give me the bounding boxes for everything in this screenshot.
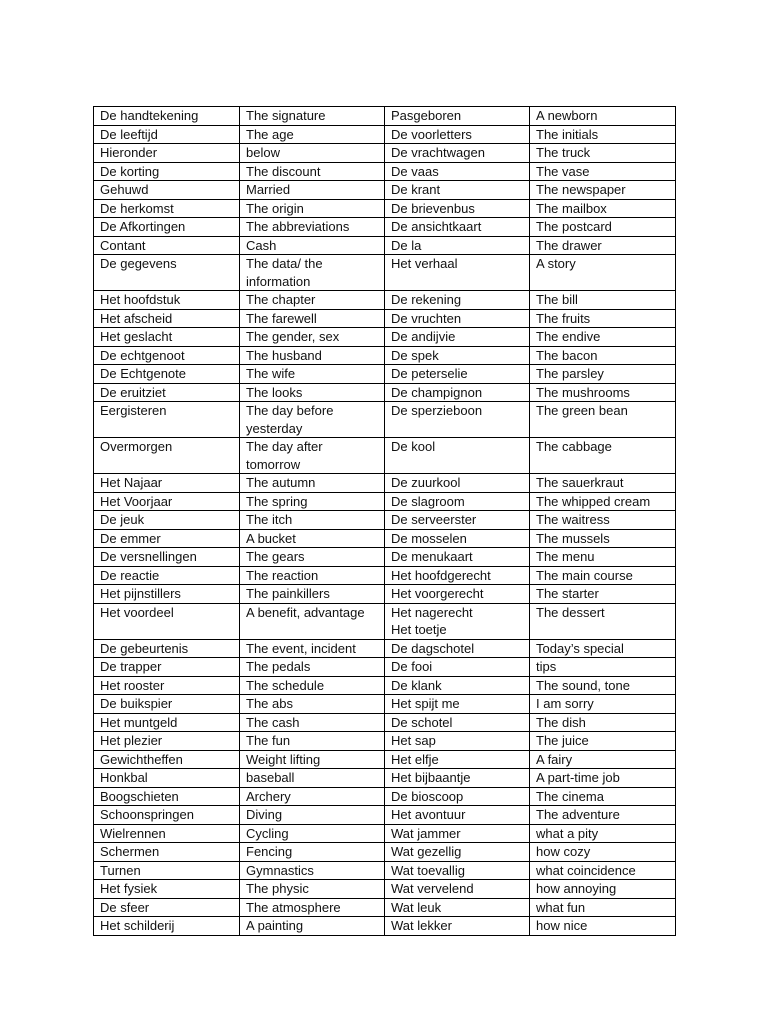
table-cell-english-term-1: The spring xyxy=(240,492,385,511)
table-cell-english-term-2: The newspaper xyxy=(530,181,676,200)
table-cell-dutch-term-1: De emmer xyxy=(94,529,240,548)
table-cell-english-term-1: The farewell xyxy=(240,309,385,328)
table-cell-dutch-term-2: De andijvie xyxy=(385,328,530,347)
table-cell-english-term-1: The fun xyxy=(240,732,385,751)
table-cell-dutch-term-2: De spek xyxy=(385,346,530,365)
table-cell-dutch-term-1: Het pijnstillers xyxy=(94,585,240,604)
table-cell-english-term-1: The data/ the information xyxy=(240,255,385,291)
table-cell-english-term-1: The autumn xyxy=(240,474,385,493)
table-cell-dutch-term-1: Het schilderij xyxy=(94,917,240,936)
table-cell-english-term-2: what coincidence xyxy=(530,861,676,880)
table-cell-english-term-1: The schedule xyxy=(240,676,385,695)
table-row xyxy=(94,383,676,402)
table-row xyxy=(94,181,676,200)
table-cell-dutch-term-1: Wielrennen xyxy=(94,824,240,843)
table-cell-english-term-2: The vase xyxy=(530,162,676,181)
table-row xyxy=(94,529,676,548)
table-cell-dutch-term-1: Het fysiek xyxy=(94,880,240,899)
table-cell-dutch-term-1: De leeftijd xyxy=(94,125,240,144)
table-row xyxy=(94,566,676,585)
table-cell-dutch-term-2: Wat toevallig xyxy=(385,861,530,880)
table-cell-english-term-1: A benefit, advantage xyxy=(240,603,385,639)
table-row xyxy=(94,125,676,144)
table-row xyxy=(94,236,676,255)
table-cell-english-term-1: The gender, sex xyxy=(240,328,385,347)
table-row xyxy=(94,695,676,714)
table-row xyxy=(94,603,676,639)
table-row xyxy=(94,861,676,880)
table-cell-dutch-term-2: Wat leuk xyxy=(385,898,530,917)
table-cell-dutch-term-2: De ansichtkaart xyxy=(385,218,530,237)
table-row xyxy=(94,218,676,237)
table-row xyxy=(94,732,676,751)
table-cell-dutch-term-2: Het elfje xyxy=(385,750,530,769)
table-cell-english-term-2: The adventure xyxy=(530,806,676,825)
table-cell-dutch-term-1: De gegevens xyxy=(94,255,240,291)
table-row xyxy=(94,769,676,788)
table-cell-dutch-term-1: Het afscheid xyxy=(94,309,240,328)
table-cell-english-term-1: A painting xyxy=(240,917,385,936)
table-cell-dutch-term-2: De dagschotel xyxy=(385,639,530,658)
table-cell-english-term-1: The looks xyxy=(240,383,385,402)
table-row xyxy=(94,658,676,677)
table-row xyxy=(94,402,676,438)
table-row xyxy=(94,144,676,163)
table-cell-dutch-term-1: De Afkortingen xyxy=(94,218,240,237)
table-cell-dutch-term-1: De trapper xyxy=(94,658,240,677)
table-cell-dutch-term-2: Wat gezellig xyxy=(385,843,530,862)
table-cell-dutch-term-1: Het rooster xyxy=(94,676,240,695)
table-cell-dutch-term-1: De handtekening xyxy=(94,107,240,126)
table-cell-dutch-term-1: Gehuwd xyxy=(94,181,240,200)
table-cell-dutch-term-1: De sfeer xyxy=(94,898,240,917)
table-cell-dutch-term-1: De korting xyxy=(94,162,240,181)
table-cell-dutch-term-1: Hieronder xyxy=(94,144,240,163)
table-cell-dutch-term-1: De echtgenoot xyxy=(94,346,240,365)
table-cell-dutch-term-2: Wat lekker xyxy=(385,917,530,936)
table-cell-dutch-term-2: De schotel xyxy=(385,713,530,732)
table-cell-english-term-2: The sauerkraut xyxy=(530,474,676,493)
table-cell-english-term-2: The juice xyxy=(530,732,676,751)
table-cell-dutch-term-1: Eergisteren xyxy=(94,402,240,438)
table-cell-english-term-2: The starter xyxy=(530,585,676,604)
table-row xyxy=(94,346,676,365)
table-cell-english-term-1: Cycling xyxy=(240,824,385,843)
table-cell-english-term-1: The event, incident xyxy=(240,639,385,658)
table-cell-english-term-2: The postcard xyxy=(530,218,676,237)
table-cell-english-term-1: The reaction xyxy=(240,566,385,585)
table-cell-english-term-1: The discount xyxy=(240,162,385,181)
table-row xyxy=(94,880,676,899)
table-cell-english-term-2: The menu xyxy=(530,548,676,567)
table-cell-dutch-term-1: De eruitziet xyxy=(94,383,240,402)
table-cell-dutch-term-1: Honkbal xyxy=(94,769,240,788)
table-row xyxy=(94,843,676,862)
table-cell-dutch-term-2: De mosselen xyxy=(385,529,530,548)
vocabulary-table xyxy=(93,106,676,936)
table-cell-dutch-term-1: Turnen xyxy=(94,861,240,880)
table-cell-english-term-2: The parsley xyxy=(530,365,676,384)
table-cell-dutch-term-2: De vrachtwagen xyxy=(385,144,530,163)
table-cell-english-term-1: The physic xyxy=(240,880,385,899)
table-cell-dutch-term-1: De gebeurtenis xyxy=(94,639,240,658)
table-cell-english-term-2: tips xyxy=(530,658,676,677)
table-cell-english-term-1: Archery xyxy=(240,787,385,806)
vocabulary-table-body xyxy=(94,107,676,936)
table-cell-english-term-1: The age xyxy=(240,125,385,144)
table-row xyxy=(94,917,676,936)
table-cell-dutch-term-1: Het muntgeld xyxy=(94,713,240,732)
table-cell-english-term-2: A part-time job xyxy=(530,769,676,788)
table-cell-dutch-term-1: Boogschieten xyxy=(94,787,240,806)
table-row xyxy=(94,199,676,218)
table-cell-english-term-1: Diving xyxy=(240,806,385,825)
table-cell-dutch-term-1: De Echtgenote xyxy=(94,365,240,384)
table-cell-english-term-1: The wife xyxy=(240,365,385,384)
table-row xyxy=(94,309,676,328)
table-cell-dutch-term-1: Het hoofdstuk xyxy=(94,291,240,310)
table-cell-dutch-term-2: Het hoofdgerecht xyxy=(385,566,530,585)
table-cell-dutch-term-2: De zuurkool xyxy=(385,474,530,493)
table-row xyxy=(94,639,676,658)
table-cell-dutch-term-2: De rekening xyxy=(385,291,530,310)
table-cell-english-term-2: what fun xyxy=(530,898,676,917)
table-cell-dutch-term-2: De kool xyxy=(385,438,530,474)
table-cell-dutch-term-1: De versnellingen xyxy=(94,548,240,567)
table-cell-dutch-term-2: De serveerster xyxy=(385,511,530,530)
table-cell-english-term-1: below xyxy=(240,144,385,163)
table-cell-dutch-term-1: Schermen xyxy=(94,843,240,862)
table-row xyxy=(94,492,676,511)
table-cell-dutch-term-2: Het voorgerecht xyxy=(385,585,530,604)
table-cell-english-term-2: The cabbage xyxy=(530,438,676,474)
table-cell-dutch-term-1: Overmorgen xyxy=(94,438,240,474)
table-row xyxy=(94,255,676,291)
table-cell-dutch-term-2: Pasgeboren xyxy=(385,107,530,126)
table-cell-dutch-term-2: Het nagerecht Het toetje xyxy=(385,603,530,639)
table-cell-english-term-2: The mussels xyxy=(530,529,676,548)
table-cell-dutch-term-1: De jeuk xyxy=(94,511,240,530)
table-row xyxy=(94,713,676,732)
table-cell-english-term-1: Married xyxy=(240,181,385,200)
table-row xyxy=(94,291,676,310)
table-row xyxy=(94,824,676,843)
table-row xyxy=(94,162,676,181)
table-cell-english-term-2: The bill xyxy=(530,291,676,310)
table-cell-dutch-term-2: Wat vervelend xyxy=(385,880,530,899)
table-row xyxy=(94,787,676,806)
table-row xyxy=(94,676,676,695)
table-cell-dutch-term-2: Het spijt me xyxy=(385,695,530,714)
table-cell-english-term-2: I am sorry xyxy=(530,695,676,714)
table-cell-dutch-term-2: De klank xyxy=(385,676,530,695)
table-cell-english-term-1: The chapter xyxy=(240,291,385,310)
table-cell-english-term-2: A fairy xyxy=(530,750,676,769)
table-cell-dutch-term-2: De fooi xyxy=(385,658,530,677)
table-cell-english-term-1: The gears xyxy=(240,548,385,567)
table-cell-english-term-2: The bacon xyxy=(530,346,676,365)
table-row xyxy=(94,806,676,825)
table-cell-english-term-2: The cinema xyxy=(530,787,676,806)
table-cell-dutch-term-2: De brievenbus xyxy=(385,199,530,218)
table-cell-english-term-2: The mushrooms xyxy=(530,383,676,402)
table-cell-dutch-term-2: De krant xyxy=(385,181,530,200)
table-row xyxy=(94,107,676,126)
table-cell-dutch-term-1: Het Voorjaar xyxy=(94,492,240,511)
table-cell-english-term-1: The itch xyxy=(240,511,385,530)
table-cell-dutch-term-1: Het geslacht xyxy=(94,328,240,347)
table-cell-dutch-term-1: De herkomst xyxy=(94,199,240,218)
table-cell-dutch-term-2: De vaas xyxy=(385,162,530,181)
table-cell-english-term-1: The pedals xyxy=(240,658,385,677)
table-cell-english-term-2: The waitress xyxy=(530,511,676,530)
table-cell-english-term-1: The abs xyxy=(240,695,385,714)
table-cell-english-term-1: The signature xyxy=(240,107,385,126)
table-cell-english-term-2: The dish xyxy=(530,713,676,732)
table-cell-english-term-1: The husband xyxy=(240,346,385,365)
table-cell-dutch-term-2: De vruchten xyxy=(385,309,530,328)
table-cell-english-term-2: A newborn xyxy=(530,107,676,126)
table-cell-dutch-term-2: De voorletters xyxy=(385,125,530,144)
table-row xyxy=(94,898,676,917)
table-cell-english-term-2: The green bean xyxy=(530,402,676,438)
table-cell-english-term-1: The abbreviations xyxy=(240,218,385,237)
table-cell-dutch-term-1: Contant xyxy=(94,236,240,255)
table-cell-english-term-2: The initials xyxy=(530,125,676,144)
table-row xyxy=(94,438,676,474)
table-cell-dutch-term-2: Het verhaal xyxy=(385,255,530,291)
table-cell-english-term-2: what a pity xyxy=(530,824,676,843)
table-cell-english-term-2: The whipped cream xyxy=(530,492,676,511)
table-cell-dutch-term-2: De bioscoop xyxy=(385,787,530,806)
table-row xyxy=(94,548,676,567)
table-cell-english-term-2: The sound, tone xyxy=(530,676,676,695)
table-cell-english-term-1: The painkillers xyxy=(240,585,385,604)
table-row xyxy=(94,365,676,384)
table-cell-english-term-1: The origin xyxy=(240,199,385,218)
table-cell-english-term-1: Cash xyxy=(240,236,385,255)
table-cell-dutch-term-1: Schoonspringen xyxy=(94,806,240,825)
table-cell-dutch-term-2: De slagroom xyxy=(385,492,530,511)
table-row xyxy=(94,511,676,530)
table-row xyxy=(94,328,676,347)
table-row xyxy=(94,585,676,604)
table-cell-dutch-term-1: Het plezier xyxy=(94,732,240,751)
table-cell-english-term-1: The atmosphere xyxy=(240,898,385,917)
table-cell-english-term-2: The mailbox xyxy=(530,199,676,218)
table-cell-english-term-1: Gymnastics xyxy=(240,861,385,880)
table-cell-dutch-term-2: De peterselie xyxy=(385,365,530,384)
table-cell-english-term-1: Weight lifting xyxy=(240,750,385,769)
table-cell-dutch-term-2: De la xyxy=(385,236,530,255)
table-cell-english-term-2: how nice xyxy=(530,917,676,936)
table-cell-dutch-term-2: De sperzieboon xyxy=(385,402,530,438)
table-cell-english-term-2: The fruits xyxy=(530,309,676,328)
table-cell-english-term-2: A story xyxy=(530,255,676,291)
table-cell-dutch-term-2: Het bijbaantje xyxy=(385,769,530,788)
table-cell-dutch-term-1: Het Najaar xyxy=(94,474,240,493)
table-cell-english-term-1: baseball xyxy=(240,769,385,788)
table-cell-english-term-2: The dessert xyxy=(530,603,676,639)
table-cell-dutch-term-1: Het voordeel xyxy=(94,603,240,639)
table-cell-dutch-term-2: Het avontuur xyxy=(385,806,530,825)
table-cell-dutch-term-1: Gewichtheffen xyxy=(94,750,240,769)
table-cell-english-term-2: The main course xyxy=(530,566,676,585)
table-cell-english-term-1: A bucket xyxy=(240,529,385,548)
table-cell-dutch-term-2: De menukaart xyxy=(385,548,530,567)
table-cell-english-term-2: how cozy xyxy=(530,843,676,862)
table-row xyxy=(94,750,676,769)
table-cell-dutch-term-2: Wat jammer xyxy=(385,824,530,843)
table-cell-dutch-term-1: De buikspier xyxy=(94,695,240,714)
table-cell-english-term-1: The day before yesterday xyxy=(240,402,385,438)
table-cell-english-term-2: The drawer xyxy=(530,236,676,255)
table-cell-english-term-1: The cash xyxy=(240,713,385,732)
table-cell-dutch-term-2: Het sap xyxy=(385,732,530,751)
table-cell-english-term-1: The day after tomorrow xyxy=(240,438,385,474)
table-cell-dutch-term-1: De reactie xyxy=(94,566,240,585)
table-cell-english-term-2: The truck xyxy=(530,144,676,163)
table-cell-english-term-2: Today’s special xyxy=(530,639,676,658)
table-row xyxy=(94,474,676,493)
table-cell-english-term-2: how annoying xyxy=(530,880,676,899)
table-cell-dutch-term-2: De champignon xyxy=(385,383,530,402)
table-cell-english-term-2: The endive xyxy=(530,328,676,347)
table-cell-english-term-1: Fencing xyxy=(240,843,385,862)
